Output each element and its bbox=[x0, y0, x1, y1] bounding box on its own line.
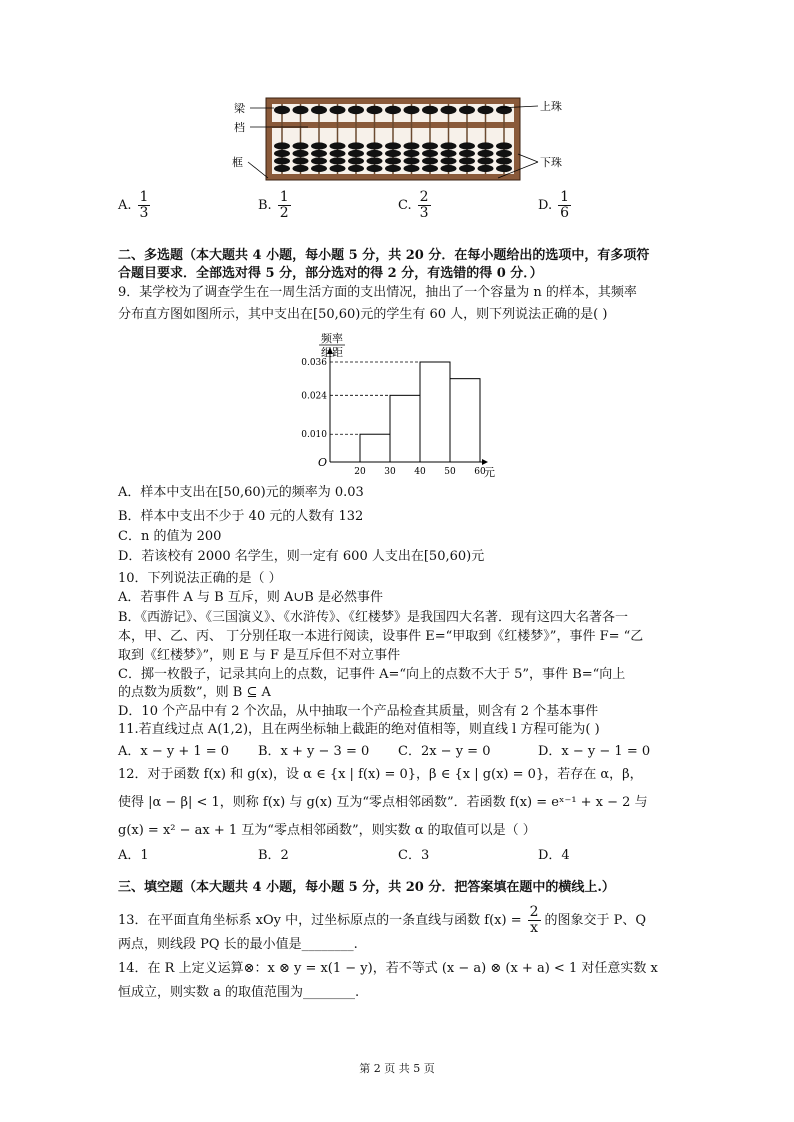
abacus-upper-bead bbox=[348, 106, 364, 114]
abacus-lower-bead bbox=[422, 142, 438, 149]
q8-fraction-denominator: 3 bbox=[419, 205, 429, 221]
histogram-chart bbox=[290, 330, 500, 480]
q9-option-a: A．样本中支出在[50,60)元的频率为 0.03 bbox=[118, 485, 364, 500]
abacus-lower-bead bbox=[348, 150, 364, 157]
abacus-lower-bead bbox=[478, 150, 494, 157]
y-tick-label: 0.036 bbox=[301, 358, 327, 368]
abacus-lower-bead bbox=[274, 157, 290, 164]
q10-line: C．掷一枚骰子，记录其向上的点数，记事件 A=“向上的点数不大于 5”，事件 B=“向上 bbox=[118, 667, 626, 682]
q8-fraction-numerator: 1 bbox=[279, 189, 289, 205]
abacus-upper-bead bbox=[274, 106, 290, 114]
abacus-label-beam: 梁 bbox=[234, 103, 245, 115]
q14-line2: 恒成立，则实数 a 的取值范围为________. bbox=[118, 985, 360, 1000]
q8-option-fraction bbox=[558, 190, 571, 221]
abacus-lower-bead bbox=[293, 150, 309, 157]
abacus-lower-bead bbox=[496, 142, 512, 149]
abacus-lower-bead bbox=[330, 142, 346, 149]
abacus-lower-bead bbox=[441, 142, 457, 149]
abacus-label-lower: 下珠 bbox=[540, 157, 562, 169]
abacus-lower-bead bbox=[404, 142, 420, 149]
abacus-lower-bead bbox=[404, 150, 420, 157]
q8-option-fraction bbox=[418, 190, 431, 221]
q14-line1: 14．在 R 上定义运算⊗：x ⊗ y = x(1 − y)，若不等式 (x − a) ⊗ (x + a) < 1 对任意实数 x bbox=[118, 961, 658, 976]
y-label-bottom: 组距 bbox=[321, 347, 343, 359]
abacus-lower-bead bbox=[385, 165, 401, 172]
q10-line: 取到《红楼梦》”，则 E 与 F 是互斥但不对立事件 bbox=[118, 648, 401, 663]
abacus-lower-bead bbox=[311, 142, 327, 149]
q13-text-b: 的图象交于 P、Q bbox=[544, 912, 647, 928]
x-axis-label: 元 bbox=[484, 467, 495, 479]
abacus-lower-bead bbox=[293, 142, 309, 149]
q10-line: 的点数为质数”，则 B ⊆ A bbox=[118, 685, 271, 700]
q9-stem-line2: 分布直方图如图所示，其中支出在[50,60)元的学生有 60 人，则下列说法正确的是( ) bbox=[118, 307, 608, 322]
q12-line3: g(x) = x² − ax + 1 互为“零点相邻函数”，则实数 α 的取值可以是（ ） bbox=[118, 823, 536, 838]
q8-fraction-denominator: 6 bbox=[560, 205, 570, 221]
y-label-top: 频率 bbox=[321, 333, 343, 345]
abacus-lower-bead bbox=[367, 165, 383, 172]
abacus-lower-bead bbox=[441, 165, 457, 172]
abacus-upper-bead bbox=[330, 106, 346, 114]
abacus-lower-bead bbox=[311, 165, 327, 172]
x-tick-label: 60 bbox=[474, 467, 486, 477]
q8-fraction-denominator: 3 bbox=[139, 205, 149, 221]
q8-option bbox=[118, 190, 150, 221]
q9-option-d: D．若该校有 2000 名学生，则一定有 600 人支出在[50,60)元 bbox=[118, 549, 485, 564]
q9-option-b: B．样本中支出不少于 40 元的人数有 132 bbox=[118, 509, 364, 524]
abacus-lower-bead bbox=[274, 165, 290, 172]
q8-option bbox=[258, 190, 291, 221]
abacus-lower-bead bbox=[422, 165, 438, 172]
abacus-lower-bead bbox=[367, 142, 383, 149]
q8-option-letter: A. bbox=[118, 198, 132, 213]
abacus-lower-bead bbox=[496, 157, 512, 164]
abacus-lower-bead bbox=[459, 142, 475, 149]
abacus-label-rod: 档 bbox=[234, 122, 245, 134]
q13-frac-den: x bbox=[530, 920, 538, 936]
x-tick-label: 30 bbox=[384, 467, 396, 477]
histogram-bar bbox=[390, 395, 420, 462]
q8-option-letter: B. bbox=[258, 198, 272, 213]
abacus-lower-bead bbox=[330, 157, 346, 164]
q11-option-a: A．x − y + 1 = 0 bbox=[118, 744, 230, 759]
x-tick-label: 50 bbox=[444, 467, 456, 477]
abacus-lower-bead bbox=[404, 157, 420, 164]
abacus-lower-bead bbox=[459, 150, 475, 157]
q8-option-fraction bbox=[278, 190, 291, 221]
q10-line: B．《西游记》、《三国演义》、《水浒传》、《红楼梦》是我国四大名著．现有这四大名著各一 bbox=[118, 610, 629, 625]
histogram-bar bbox=[360, 434, 390, 462]
q12-option-b: B．2 bbox=[258, 848, 289, 863]
q12-line1: 12．对于函数 f(x) 和 g(x)，设 α ∈ {x | f(x) = 0}，β ∈ {x | g(x) = 0}，若存在 α，β， bbox=[118, 767, 643, 782]
abacus-lower-bead bbox=[385, 142, 401, 149]
abacus-upper-bead bbox=[459, 106, 475, 114]
abacus-lower-bead bbox=[422, 157, 438, 164]
q11-option-c: C．2x − y = 0 bbox=[398, 744, 491, 759]
q8-fraction-numerator: 1 bbox=[560, 189, 570, 205]
q10-line: D．10 个产品中有 2 个次品，从中抽取一个产品检查其质量，则含有 2 个基本事件 bbox=[118, 704, 599, 719]
abacus-lower-bead bbox=[478, 157, 494, 164]
abacus-figure bbox=[228, 94, 568, 186]
q10-stem: 10．下列说法正确的是（ ） bbox=[118, 571, 282, 586]
abacus-upper-bead bbox=[422, 106, 438, 114]
y-tick-label: 0.024 bbox=[301, 391, 327, 402]
abacus-lower-bead bbox=[311, 150, 327, 157]
abacus-label-frame: 框 bbox=[232, 157, 243, 169]
abacus-lower-bead bbox=[330, 165, 346, 172]
abacus-lower-bead bbox=[404, 165, 420, 172]
q13-fraction bbox=[528, 905, 541, 936]
abacus-lower-bead bbox=[274, 150, 290, 157]
x-axis-arrow bbox=[482, 459, 488, 465]
x-tick-label: 40 bbox=[414, 467, 426, 477]
abacus-lower-bead bbox=[441, 150, 457, 157]
q11-stem: 11.若直线过点 A(1,2)，且在两坐标轴上截距的绝对值相等，则直线 l 方程可能为( ) bbox=[118, 722, 600, 737]
q12-option-a: A．1 bbox=[118, 848, 149, 863]
abacus-lower-bead bbox=[311, 157, 327, 164]
q8-option-letter: D. bbox=[538, 198, 553, 213]
q13-text-a: 13．在平面直角坐标系 xOy 中，过坐标原点的一条直线与函数 f(x) = bbox=[118, 912, 522, 928]
y-tick-label: 0.010 bbox=[301, 430, 327, 441]
abacus-lower-bead bbox=[478, 142, 494, 149]
q8-option bbox=[538, 190, 571, 221]
abacus-label-upper: 上珠 bbox=[540, 101, 562, 113]
abacus-lower-bead bbox=[330, 150, 346, 157]
q11-option-b: B．x + y − 3 = 0 bbox=[258, 744, 370, 759]
abacus-upper-bead bbox=[385, 106, 401, 114]
abacus-upper-bead bbox=[293, 106, 309, 114]
q8-option-fraction bbox=[138, 190, 151, 221]
abacus-lower-bead bbox=[385, 150, 401, 157]
abacus-upper-bead bbox=[478, 106, 494, 114]
x-tick-label: 20 bbox=[354, 467, 366, 477]
abacus-lower-bead bbox=[441, 157, 457, 164]
abacus-lower-bead bbox=[496, 165, 512, 172]
section3-heading: 三、填空题（本大题共 4 小题，每小题 5 分，共 20 分．把答案填在题中的横线上.） bbox=[118, 880, 615, 895]
abacus-lower-bead bbox=[348, 157, 364, 164]
q10-line: A．若事件 A 与 B 互斥，则 A∪B 是必然事件 bbox=[118, 590, 383, 605]
q8-fraction-denominator: 2 bbox=[279, 205, 289, 221]
abacus-lower-bead bbox=[367, 157, 383, 164]
abacus-upper-bead bbox=[367, 106, 383, 114]
q9-option-c: C．n 的值为 200 bbox=[118, 529, 222, 544]
abacus-upper-bead bbox=[311, 106, 327, 114]
histogram-bar bbox=[420, 362, 450, 462]
abacus-lower-bead bbox=[422, 150, 438, 157]
abacus-lower-bead bbox=[459, 157, 475, 164]
q8-fraction-numerator: 1 bbox=[139, 189, 149, 205]
q12-option-d: D．4 bbox=[538, 848, 570, 863]
abacus-lower-bead bbox=[478, 165, 494, 172]
q13-line1 bbox=[118, 905, 646, 936]
q13-line2: 两点，则线段 PQ 长的最小值是________. bbox=[118, 937, 358, 952]
q8-option bbox=[398, 190, 431, 221]
abacus-lower-bead bbox=[348, 142, 364, 149]
section2-heading-line1: 二、多选题（本大题共 4 小题，每小题 5 分，共 20 分．在每小题给出的选项中，有多项符 bbox=[118, 248, 650, 263]
section2-heading-line2: 合题目要求．全部选对得 5 分，部分选对的得 2 分，有选错的得 0 分．） bbox=[118, 266, 543, 281]
histogram-bar bbox=[450, 379, 480, 462]
abacus-upper-bead bbox=[404, 106, 420, 114]
abacus-lower-bead bbox=[385, 157, 401, 164]
q12-line2: 使得 |α − β| < 1，则称 f(x) 与 g(x) 互为“零点相邻函数”．若函数 f(x) = eˣ⁻¹ + x − 2 与 bbox=[118, 795, 648, 810]
abacus-upper-bead bbox=[441, 106, 457, 114]
q13-frac-num: 2 bbox=[529, 904, 539, 920]
abacus-lower-bead bbox=[348, 165, 364, 172]
q11-option-d: D．x − y − 1 = 0 bbox=[538, 744, 651, 759]
origin-label: O bbox=[318, 456, 328, 469]
page-footer: 第 2 页 共 5 页 bbox=[359, 1062, 435, 1075]
q10-line: 本，甲、乙、丙、 丁分别任取一本进行阅读，设事件 E=“甲取到《红楼梦》”，事件 F= “乙 bbox=[118, 629, 644, 644]
abacus-lower-bead bbox=[459, 165, 475, 172]
abacus-lower-bead bbox=[293, 165, 309, 172]
abacus-lower-bead bbox=[293, 157, 309, 164]
q12-option-c: C．3 bbox=[398, 848, 430, 863]
q9-stem-line1: 9．某学校为了调查学生在一周生活方面的支出情况，抽出了一个容量为 n 的样本，其频率 bbox=[118, 285, 637, 300]
abacus-lower-bead bbox=[274, 142, 290, 149]
abacus-lower-bead bbox=[496, 150, 512, 157]
q8-option-letter: C. bbox=[398, 198, 412, 213]
abacus-lower-bead bbox=[367, 150, 383, 157]
q8-fraction-numerator: 2 bbox=[419, 189, 429, 205]
